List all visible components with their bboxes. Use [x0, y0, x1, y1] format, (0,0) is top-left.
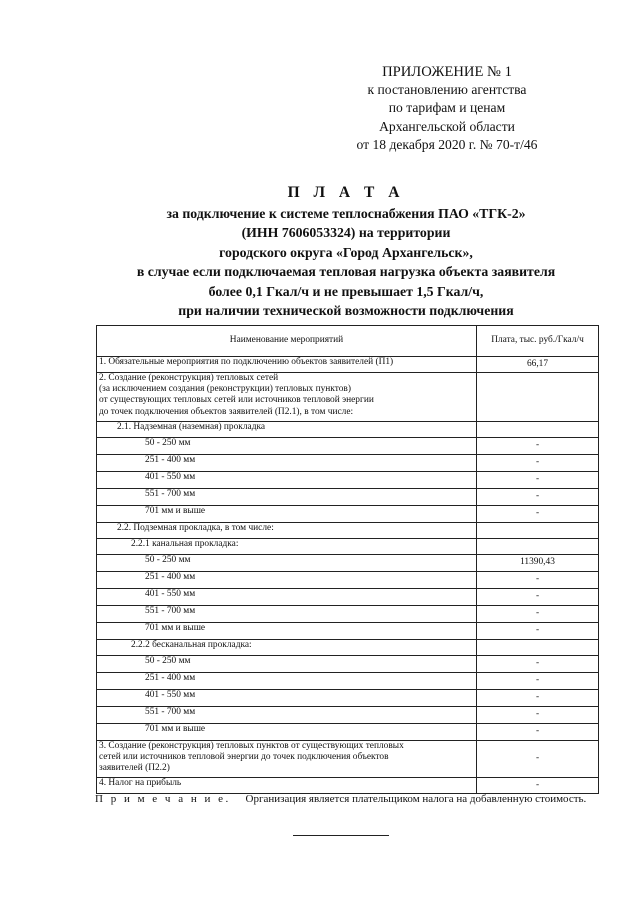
row-value: - — [477, 623, 599, 640]
row-name-line: заявителей (П2.2) — [99, 763, 170, 774]
row-name-line: (за исключением создания (реконструкции) тепловых пунктов) — [99, 384, 351, 395]
table-row — [97, 640, 599, 656]
document-heading — [96, 184, 596, 320]
row-name: 551 - 700 мм — [97, 707, 477, 724]
table-row — [97, 606, 599, 623]
row-name: 551 - 700 мм — [97, 489, 477, 506]
heading-line: (ИНН 7606053324) на территории — [241, 225, 451, 241]
row-name: 401 - 550 мм — [97, 472, 477, 489]
appendix-line: к постановлению агентства — [367, 82, 527, 98]
row-name: 50 - 250 мм — [97, 555, 477, 572]
table-row — [97, 656, 599, 673]
row-name: 50 - 250 мм — [97, 656, 477, 673]
row-name: 50 - 250 мм — [97, 438, 477, 455]
row-value: - — [477, 455, 599, 472]
table-row — [97, 489, 599, 506]
row-name-line: до точек подключения объектов заявителей (П2.1), в том числе: — [99, 406, 354, 417]
row-value: - — [477, 673, 599, 690]
table-row — [97, 690, 599, 707]
table-row — [97, 673, 599, 690]
bottom-divider — [293, 835, 389, 836]
row-name-line: 2. Создание (реконструкция) тепловых сетей — [99, 373, 279, 383]
appendix-header — [332, 63, 562, 154]
row-name: 701 мм и выше — [97, 623, 477, 640]
row-name: 251 - 400 мм — [97, 572, 477, 589]
heading-line: городского округа «Город Архангельск», — [219, 244, 473, 260]
appendix-title: ПРИЛОЖЕНИЕ № 1 — [382, 64, 512, 80]
table-row — [97, 422, 599, 438]
row-value — [477, 539, 599, 555]
row-value — [477, 422, 599, 438]
table-row — [97, 438, 599, 455]
fee-table — [96, 325, 599, 794]
table-row — [97, 741, 599, 778]
row-value: - — [477, 438, 599, 455]
row-name-line: сетей или источников тепловой энергии до точек подключения объектов — [99, 752, 389, 763]
table-row — [97, 523, 599, 539]
row-name: 2.1. Надземная (наземная) прокладка — [97, 422, 477, 438]
table-row — [97, 506, 599, 523]
row-name: 401 - 550 мм — [97, 589, 477, 606]
table-row — [97, 623, 599, 640]
footnote-text: Организация является плательщиком налога на добавленную стоимость. — [245, 793, 587, 805]
row-name — [97, 741, 477, 778]
row-name: 251 - 400 мм — [97, 455, 477, 472]
row-name: 4. Налог на прибыль — [97, 778, 477, 794]
row-name-line: от существующих тепловых сетей или источников тепловой энергии — [99, 395, 374, 406]
table-row — [97, 472, 599, 489]
row-name-line: 3. Создание (реконструкция) тепловых пунктов от существующих тепловых — [99, 741, 404, 751]
heading-line: в случае если подключаемая тепловая нагрузка объекта заявителя — [136, 264, 556, 280]
row-value: - — [477, 707, 599, 724]
table-row — [97, 572, 599, 589]
row-value: - — [477, 656, 599, 673]
row-value: - — [477, 489, 599, 506]
footnote-label: П р и м е ч а н и е. — [95, 793, 231, 805]
table-row — [97, 707, 599, 724]
row-value: - — [477, 741, 599, 778]
appendix-line: по тарифам и ценам — [388, 100, 506, 116]
table-row — [97, 724, 599, 741]
table-row — [97, 555, 599, 572]
row-value: 66,17 — [477, 357, 599, 373]
column-header-name: Наименование мероприятий — [97, 326, 477, 357]
row-name: 701 мм и выше — [97, 506, 477, 523]
row-value: - — [477, 690, 599, 707]
table-row — [97, 778, 599, 794]
row-name: 2.2.2 бесканальная прокладка: — [97, 640, 477, 656]
row-value: - — [477, 606, 599, 623]
appendix-line: Архангельской области — [379, 118, 515, 134]
row-value: - — [477, 724, 599, 741]
row-value — [477, 373, 599, 422]
row-name: 551 - 700 мм — [97, 606, 477, 623]
row-name: 2.2. Подземная прокладка, в том числе: — [97, 523, 477, 539]
row-name: 701 мм и выше — [97, 724, 477, 741]
heading-line: при наличии технической возможности подключения — [178, 303, 514, 319]
heading-line: более 0,1 Гкал/ч и не превышает 1,5 Гкал/ч, — [208, 283, 484, 299]
document-title: П Л А Т А — [287, 184, 405, 201]
table-row — [97, 539, 599, 555]
row-value: - — [477, 778, 599, 794]
row-value: - — [477, 506, 599, 523]
row-name: 1. Обязательные мероприятия по подключению объектов заявителей (П1) — [97, 357, 477, 373]
row-value — [477, 523, 599, 539]
row-value: - — [477, 472, 599, 489]
row-name: 251 - 400 мм — [97, 673, 477, 690]
row-name: 2.2.1 канальная прокладка: — [97, 539, 477, 555]
table-row — [97, 589, 599, 606]
column-header-fee: Плата, тыс. руб./Гкал/ч — [477, 326, 599, 357]
heading-line: за подключение к системе теплоснабжения ПАО «ТГК-2» — [166, 206, 526, 221]
table-row — [97, 373, 599, 422]
footnote — [95, 793, 615, 805]
row-name — [97, 373, 477, 422]
table-header-row — [97, 326, 599, 357]
table-row — [97, 357, 599, 373]
row-value: 11390,43 — [477, 555, 599, 572]
row-value: - — [477, 572, 599, 589]
appendix-line: от 18 декабря 2020 г. № 70-т/46 — [356, 136, 538, 152]
row-name: 401 - 550 мм — [97, 690, 477, 707]
row-value — [477, 640, 599, 656]
table-row — [97, 455, 599, 472]
row-value: - — [477, 589, 599, 606]
